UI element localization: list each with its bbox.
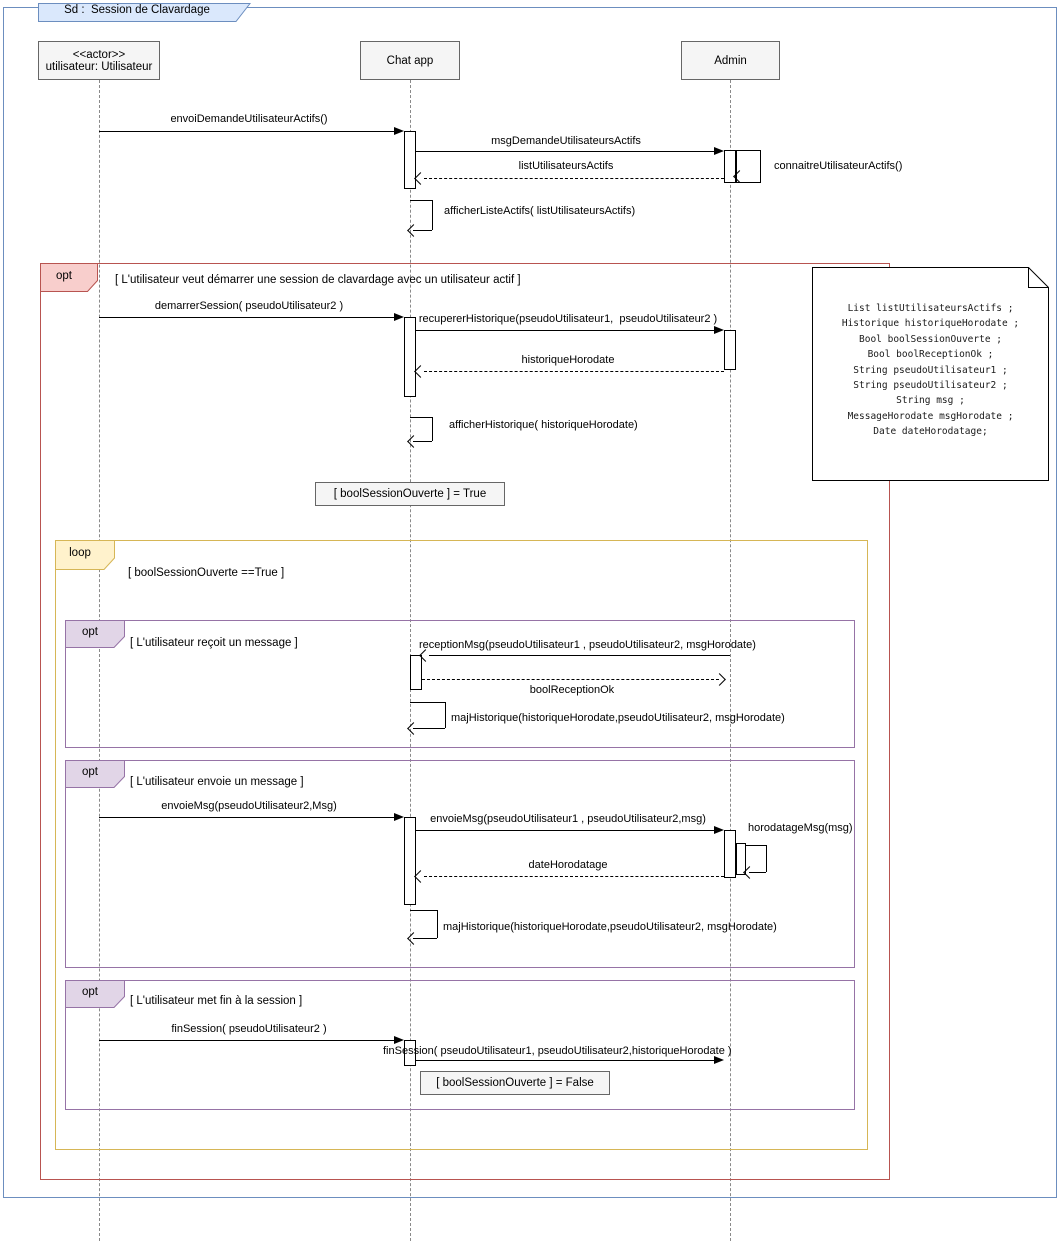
arrowhead-icon <box>394 813 404 821</box>
note-line: Historique historiqueHorodate ; <box>841 318 1020 330</box>
note-line: Date dateHorodatage; <box>873 426 988 438</box>
message-line-envoieMsgApp <box>416 830 714 831</box>
message-line-msgDemande <box>416 151 714 152</box>
message-label-envoieMsgApp: envoieMsg(pseudoUtilisateur1 , pseudoUtilisateur2,msg) <box>430 813 706 825</box>
object-name: Admin <box>714 54 747 67</box>
fragment-operator: opt <box>82 766 98 778</box>
message-line-listUtilisateurs <box>424 178 724 179</box>
note-line: Bool boolReceptionOk ; <box>867 349 994 361</box>
fragment-guard-opt-send: [ L'utilisateur envoie un message ] <box>130 776 304 788</box>
note-line: String pseudoUtilisateur1 ; <box>853 364 1008 376</box>
fragment-guard-loop: [ boolSessionOuverte ==True ] <box>128 567 285 579</box>
self-message-afficherListe <box>410 200 432 201</box>
note-line: List listUtilisateursActifs ; <box>847 303 1014 314</box>
arrowhead-icon <box>714 326 724 334</box>
message-label-finSessionUser: finSession( pseudoUtilisateur2 ) <box>171 1023 327 1035</box>
state-session-closed: [ boolSessionOuverte ] = False <box>420 1071 610 1095</box>
self-message-afficherListe <box>432 200 433 230</box>
message-line-dateHorodatage <box>424 876 724 877</box>
message-label-boolReceptionOk: boolReceptionOk <box>529 684 615 696</box>
self-message-afficherHistorique <box>410 417 432 418</box>
object-name: Chat app <box>386 54 434 67</box>
fragment-guard-opt-main: [ L'utilisateur veut démarrer une session de clavardage avec un utilisateur actif ] <box>115 274 521 286</box>
message-label-historiqueHorodate: historiqueHorodate <box>521 354 615 366</box>
message-label-demarrerSession: demarrerSession( pseudoUtilisateur2 ) <box>154 300 344 312</box>
note-line: Bool boolSessionOuverte ; <box>859 333 1002 345</box>
activation-bar <box>724 830 736 878</box>
message-label-majHistorique2: majHistorique(historiqueHorodate,pseudoUtilisateur2, msgHorodate) <box>443 921 777 933</box>
message-label-receptionMsg: receptionMsg(pseudoUtilisateur1 , pseudoUtilisateur2, msgHorodate) <box>419 639 756 651</box>
message-line-demarrerSession <box>99 317 394 318</box>
activation-bar <box>404 131 416 189</box>
message-line-historiqueHorodate <box>424 371 724 372</box>
self-message-horodatageMsg <box>746 845 766 846</box>
actor-stereotype: <<actor>> <box>72 48 126 61</box>
fragment-operator: opt <box>56 269 72 282</box>
fragment-operator: opt <box>82 626 98 638</box>
fragment-operator: loop <box>69 547 91 559</box>
fragment-opt-receive-header <box>65 620 125 648</box>
fragment-opt-send-header <box>65 760 125 788</box>
message-line-receptionMsg <box>429 655 730 656</box>
fragment-loop-header <box>55 540 115 570</box>
activation-bar <box>724 330 736 370</box>
message-label-recupererHistorique: recupererHistorique(pseudoUtilisateur1, pseudoUtilisateur2 ) <box>418 313 718 325</box>
self-message-majHistorique1 <box>410 702 445 703</box>
fragment-guard-opt-receive: [ L'utilisateur reçoit un message ] <box>130 637 298 649</box>
activation-bar <box>410 655 422 690</box>
note-line: String pseudoUtilisateur2 ; <box>853 380 1008 392</box>
arrowhead-icon <box>394 313 404 321</box>
message-label-dateHorodatage: dateHorodatage <box>528 859 608 871</box>
object-header-utilisateur <box>38 41 160 80</box>
message-label-listUtilisateurs: listUtilisateursActifs <box>518 160 614 172</box>
fragment-guard-opt-end: [ L'utilisateur met fin à la session ] <box>130 995 303 1007</box>
fragment-opt-main-header <box>40 263 98 292</box>
message-label-afficherListe: afficherListeActifs( listUtilisateursActifs) <box>444 205 636 217</box>
message-label-majHistorique1: majHistorique(historiqueHorodate,pseudoUtilisateur2, msgHorodate) <box>451 712 785 724</box>
self-message-afficherHistorique <box>432 417 433 441</box>
message-label-envoieMsgUser: envoieMsg(pseudoUtilisateur2,Msg) <box>161 800 337 812</box>
note-line: MessageHorodate msgHorodate ; <box>847 410 1014 422</box>
message-line-recupererHistorique <box>416 330 714 331</box>
arrowhead-icon <box>714 826 724 834</box>
message-label-horodatageMsg: horodatageMsg(msg) <box>748 822 853 834</box>
message-label-envoiDemande: envoiDemandeUtilisateurActifs() <box>170 113 328 125</box>
self-message-majHistorique2 <box>437 910 438 938</box>
note-line: String msg ; <box>896 395 965 407</box>
fragment-operator: opt <box>82 986 98 998</box>
message-line-envoieMsgUser <box>99 817 394 818</box>
arrowhead-icon <box>394 1036 404 1044</box>
note-text <box>812 301 1049 440</box>
message-line-boolReceptionOk <box>422 679 719 680</box>
message-label-msgDemande: msgDemandeUtilisateursActifs <box>491 135 641 147</box>
object-header-admin <box>681 41 780 80</box>
diagram-title: Sd : Session de Clavardage <box>64 4 210 16</box>
self-message-majHistorique2 <box>410 910 437 911</box>
message-line-finSessionApp <box>416 1060 714 1061</box>
state-session-open: [ boolSessionOuverte ] = True <box>315 482 505 506</box>
message-label-finSessionApp: finSession( pseudoUtilisateur1, pseudoUtilisateur2,historiqueHorodate ) <box>383 1045 732 1057</box>
object-header-chatapp <box>360 41 460 80</box>
actor-name: utilisateur: Utilisateur <box>45 60 153 73</box>
self-message-majHistorique1 <box>445 702 446 728</box>
message-line-finSessionUser <box>99 1040 394 1041</box>
fragment-opt-end-header <box>65 980 125 1008</box>
message-label-connaitre: connaitreUtilisateurActifs() <box>774 160 903 172</box>
activation-bar <box>404 317 416 397</box>
self-message-horodatageMsg <box>766 845 767 872</box>
activation-bar <box>404 817 416 905</box>
message-line-envoiDemande <box>99 131 394 132</box>
arrowhead-icon <box>394 127 404 135</box>
message-label-afficherHistorique: afficherHistorique( historiqueHorodate) <box>449 419 638 431</box>
